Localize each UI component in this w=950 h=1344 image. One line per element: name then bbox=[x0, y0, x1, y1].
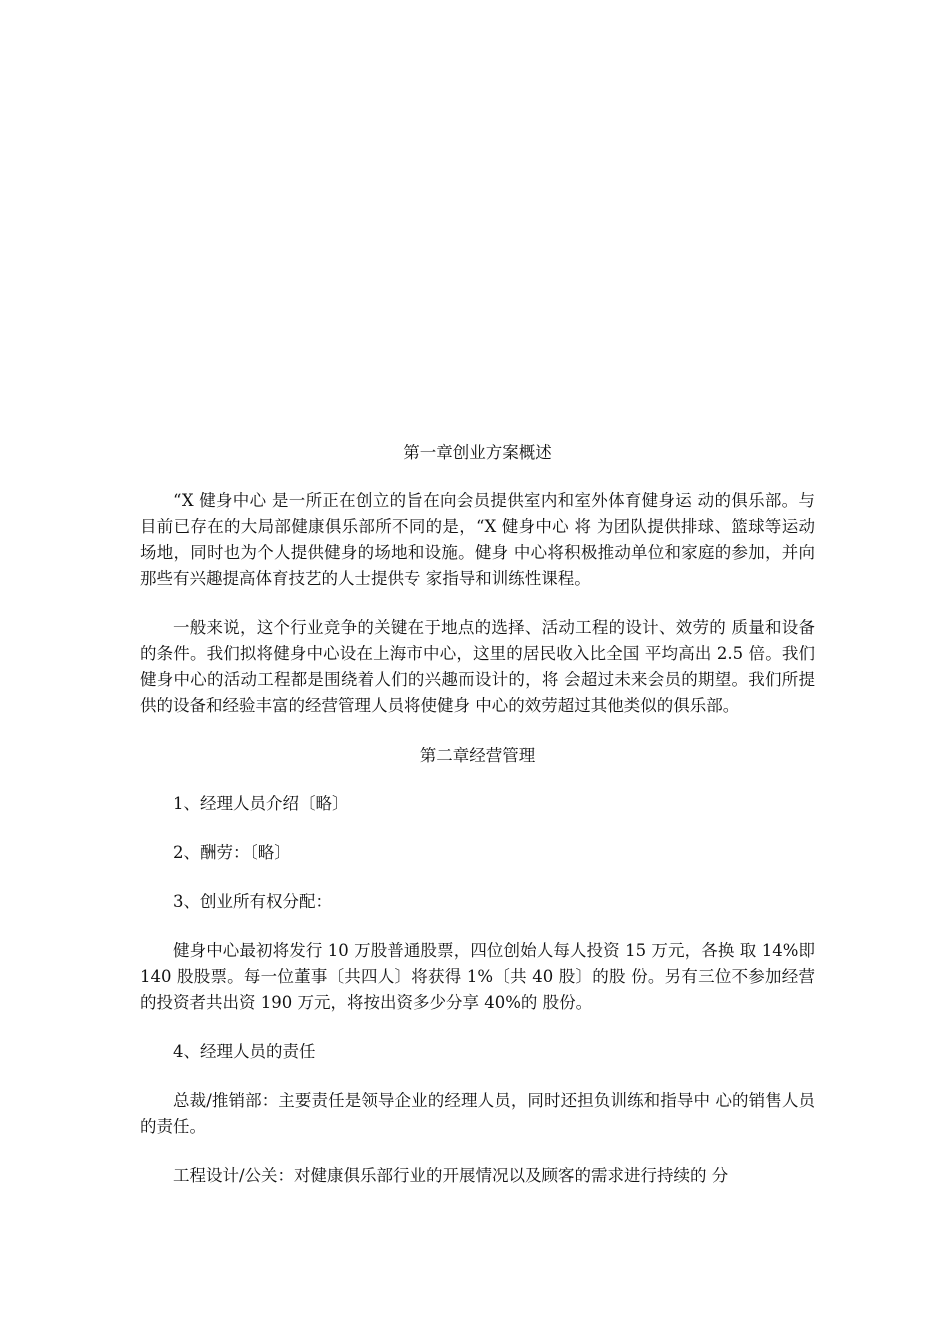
document-body bbox=[140, 440, 815, 1189]
ownership-paragraph: 健身中心最初将发行 10 万股普通股票，四位创始人每人投资 15 万元，各换 取 14%即 140 股股票。每一位董事〔共四人〕将获得 1%〔共 40 股〕的股 份。另有三位不参加经营的投资者共出资 190 万元，将按出资多少分享 40%的 股份。 bbox=[140, 941, 815, 1012]
engineering-pr-paragraph: 工程设计/公关：对健康俱乐部行业的开展情况以及顾客的需求进行持续的 分 bbox=[173, 1166, 729, 1185]
president-sales-paragraph: 总裁/推销部：主要责任是领导企业的经理人员，同时还担负训练和指导中 心的销售人员的责任。 bbox=[140, 1091, 815, 1136]
chapter-1-heading: 第一章创业方案概述 bbox=[403, 443, 552, 462]
list-item-manager-duties: 4、经理人员的责任 bbox=[173, 1042, 316, 1061]
list-item-ownership: 3、创业所有权分配： bbox=[173, 892, 332, 911]
list-item-compensation: 2、酬劳：〔略〕 bbox=[173, 843, 291, 862]
chapter-1-competition-paragraph: 一般来说，这个行业竞争的关键在于地点的选择、活动工程的设计、效劳的 质量和设备的条件。我们拟将健身中心设在上海市中心，这里的居民收入比全国 平均高出 2.5 倍。我们健身中心的活动工程都是围绕着人们的兴趣而设计的，将 会超过未来会员的期望。我们所提供的设备和经验丰富的经营管理人员将使健身 中心的效劳超过其他类似的俱乐部。 bbox=[140, 618, 815, 715]
list-item-manager-intro: 1、经理人员介绍〔略〕 bbox=[173, 794, 349, 813]
chapter-1-intro-paragraph: “X 健身中心 是一所正在创立的旨在向会员提供室内和室外体育健身运 动的俱乐部。与目前已存在的大局部健康俱乐部所不同的是，“X 健身中心 将 为团队提供排球、篮球等运动场地，同时也为个人提供健身的场地和设施。健身 中心将积极推动单位和家庭的参加，并向那些有兴趣提高体育技艺的人士提供专 家指导和训练性课程。 bbox=[140, 491, 815, 588]
chapter-2-heading: 第二章经营管理 bbox=[419, 746, 536, 765]
